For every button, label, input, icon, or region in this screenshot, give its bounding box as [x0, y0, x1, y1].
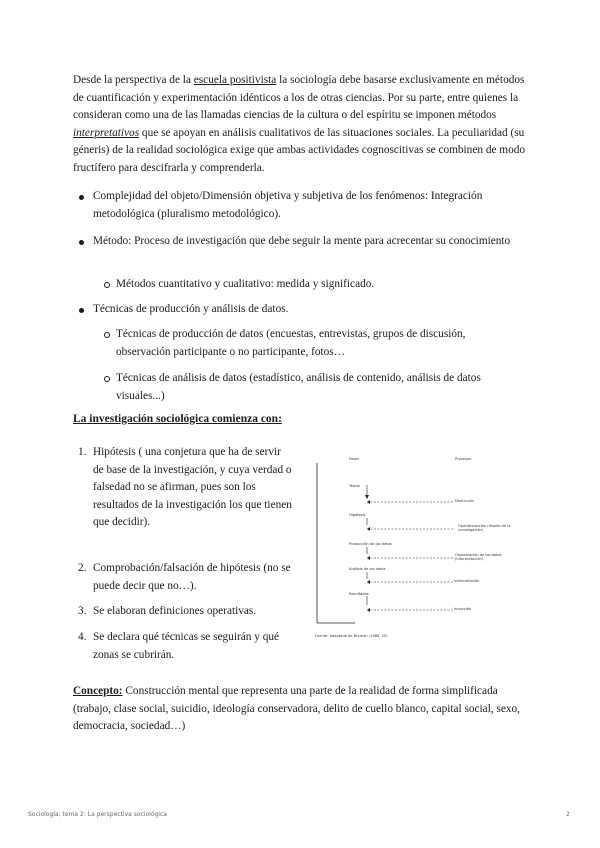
- diagram-lines: [315, 455, 515, 645]
- intro-text-1: Desde la perspectiva de la: [73, 74, 194, 86]
- research-process-diagram: [315, 455, 515, 645]
- sub-bullet-text: Técnicas de análisis de datos (estadístico, análisis de contenido, análisis de datos visuales...): [116, 372, 481, 402]
- interpretive-link[interactable]: interpretativos: [73, 126, 140, 139]
- section-heading: La investigación sociológica comienza con:: [73, 413, 282, 425]
- bullet-item: [73, 188, 518, 223]
- diagram-process: Organización de los datos (Interpretación): [455, 553, 502, 561]
- item-number: 4.: [78, 631, 87, 643]
- bullet-item: [73, 301, 518, 319]
- diagram-stage: Producción de los datos: [349, 542, 392, 546]
- diagram-column-label: Procesos: [455, 457, 471, 461]
- sub-bullet-item: [100, 326, 520, 361]
- circle-bullet-icon: [104, 376, 110, 382]
- item-number: 3.: [78, 605, 87, 617]
- intro-paragraph: [73, 72, 528, 178]
- ordered-item: [78, 560, 293, 595]
- circle-bullet-icon: [104, 332, 110, 338]
- item-number: 1.: [78, 446, 87, 458]
- concept-label: Concepto:: [73, 685, 123, 697]
- diagram-process: Deducción: [455, 499, 474, 503]
- item-number: 2.: [78, 562, 87, 574]
- concept-paragraph: [73, 683, 533, 736]
- bullet-text: Complejidad del objeto/Dimensión objetiva y subjetiva de los fenómenos: Integración metodológica (pluralismo metodológico).: [93, 190, 483, 220]
- item-text: Se elaboran definiciones operativas.: [93, 605, 257, 617]
- bullet-text: Técnicas de producción y análisis de datos.: [93, 303, 289, 315]
- positivist-school-link[interactable]: escuela positivista: [193, 74, 277, 86]
- diagram-process: Inducción: [454, 607, 472, 611]
- bullet-item: [73, 233, 518, 251]
- item-text: Comprobación/falsación de hipótesis (no se puede decir que no…).: [93, 562, 291, 592]
- sub-bullet-text: Métodos cuantitativo y cualitativo: medida y significado.: [116, 278, 375, 290]
- sub-bullet-text: Técnicas de producción de datos (encuestas, entrevistas, grupos de discusión, observación participante o no participante, fotos…: [116, 328, 466, 358]
- ordered-item: [78, 603, 293, 621]
- diagram-caption: Fuente: Adaptado de Bryman (1988, 20): [315, 634, 388, 638]
- ordered-item: [78, 629, 293, 664]
- bullet-icon: [79, 308, 84, 313]
- diagram-stage: Análisis de los datos: [349, 567, 386, 571]
- diagram-process: Operativización (diseño de la investigación): [458, 524, 511, 532]
- intro-text-3: que se apoyan en análisis cualitativos de las situaciones sociales. La peculiaridad (su géneris) de la realidad sociológica exige que ambas actividades cognoscitivas se combinen de modo fructífero para descifrarla y comprenderla.: [73, 126, 526, 174]
- ordered-item: [78, 444, 293, 532]
- diagram-stage: Teoría: [349, 484, 360, 488]
- item-text: Se declara qué técnicas se seguirán y qué zonas se cubrirán.: [93, 631, 280, 661]
- page-number: 2: [566, 811, 570, 818]
- diagram-stage: Hipótesis: [349, 513, 366, 517]
- concept-text: Construcción mental que representa una parte de la realidad de forma simplificada (trabajo, clase social, suicidio, ideología conservadora, delito de cuello blanco, capital social, sexo, democracia, sociedad…): [73, 685, 521, 733]
- item-text: Hipótesis ( una conjetura que ha de servir de base de la investigación, y cuya verdad o falsedad no se afirman, pues son los resultados de la investigación los que tienen que decidir).: [93, 446, 292, 529]
- bullet-text: Método: Proceso de investigación que debe seguir la mente para acrecentar su conocimiento: [93, 235, 511, 247]
- sub-bullet-item: [100, 370, 520, 405]
- diagram-column-label: Fases: [349, 457, 359, 461]
- footer-title: Sociología; tema 2: La perspectiva sociológica: [28, 811, 167, 818]
- diagram-stage: Resultados: [349, 592, 369, 596]
- intro-text-2: la sociología debe basarse exclusivamente en métodos de cuantificación y experimentación idénticos a los de otras ciencias. Por su parte, entre quienes la consideran como una de las llamadas ciencias de la cultura o del espíritu se imponen métodos: [73, 74, 525, 122]
- sub-bullet-item: [100, 276, 520, 294]
- bullet-icon: [79, 195, 84, 200]
- circle-bullet-icon: [104, 282, 110, 288]
- bullet-icon: [79, 240, 84, 245]
- diagram-process: Interpretación: [454, 579, 480, 583]
